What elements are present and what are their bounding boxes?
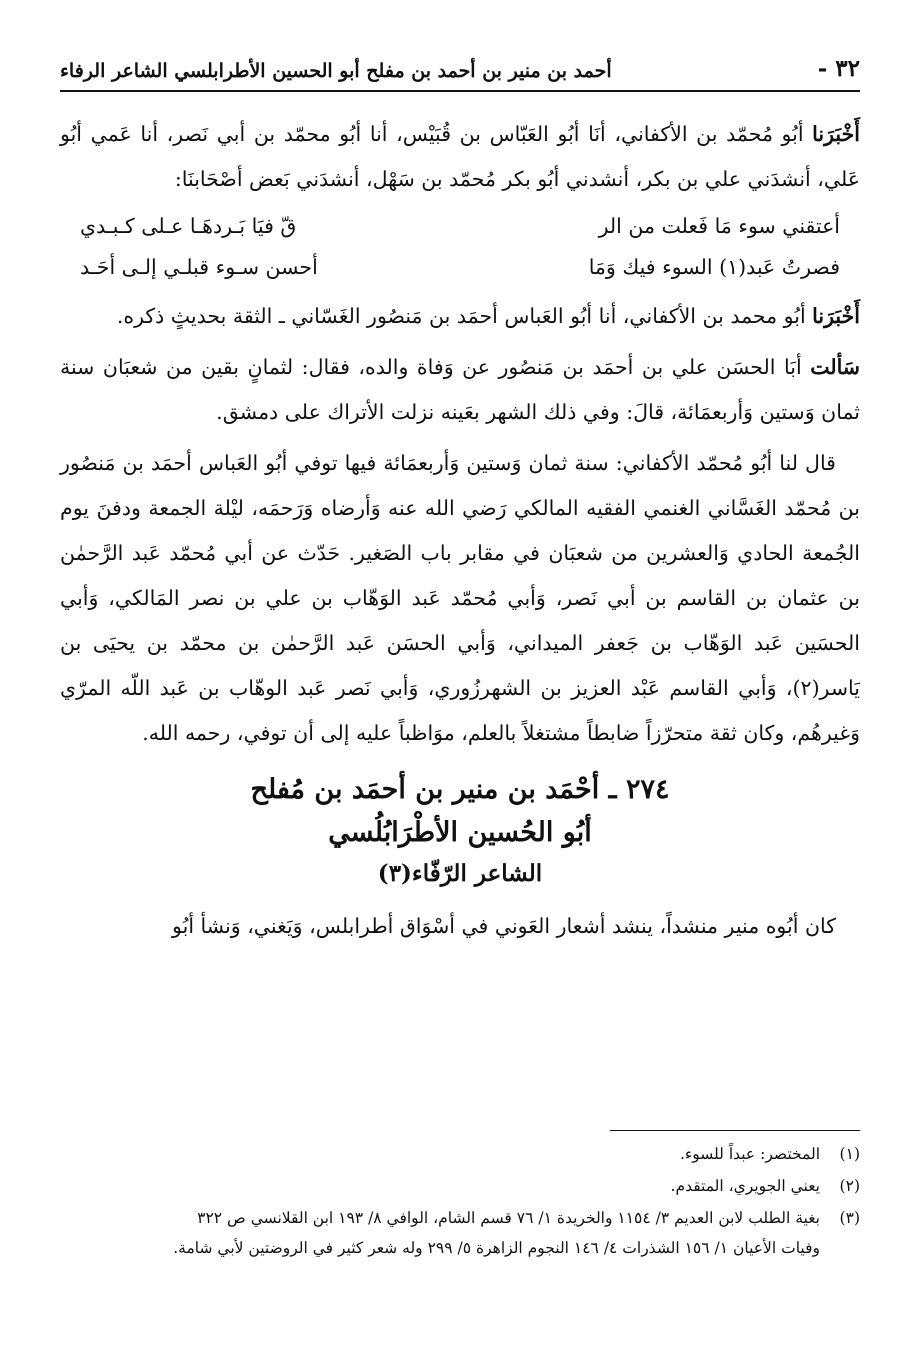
paragraph-2 (60, 294, 860, 339)
entry-heading-line-3: الشاعر الرّفّاء(٣) (377, 860, 543, 887)
paragraph-3-text: أبَا الحسَن علي بن أحمَد بن مَنصُور عن وَفاة والده، فقال: لثمانٍ بقين من شعبَان سنة ثمان وَستين وَأربعمَائة، قالَ: وفي ذلك الشهر بعَينه نزلت الأتراك على دمشق. (60, 355, 860, 424)
footnote-3 (60, 1202, 860, 1262)
page-number: ٣٢ - (817, 55, 860, 82)
paragraph-2-text: أبُو محمد بن الأكفاني، أنا أبُو العَباس أحمَد بن مَنصُور الغَسّاني ـ الثقة بحديثٍ ذكره. (116, 304, 813, 328)
paragraph-1 (60, 112, 860, 202)
paragraph-3 (60, 345, 860, 435)
entry-heading (60, 768, 860, 894)
entry-heading-line-1: ٢٧٤ ـ أحْمَد بن منير بن أحمَد بن مُفلح (250, 774, 670, 805)
verse-2-first-hemistich: فصرتُ عَبد(١) السوء فيك وَمَا (588, 255, 840, 279)
footnote-separator (610, 1130, 860, 1131)
footnote-2 (60, 1170, 860, 1202)
entry-heading-line-2: أبُو الحُسين الأطْرَابُلُسي (328, 817, 592, 848)
keyword-akhbarana-2: أَخْبَرَنا (812, 304, 860, 328)
footnotes (60, 1138, 860, 1262)
paragraph-5: كان أبُوه منير منشداً، ينشد أشعار العَوني في أسْوَاق أطرابلس، وَيَغني، وَنشأ أبُو (172, 914, 836, 938)
footnote-text-continued: وفيات الأعيان ١/ ١٥٦ الشذرات ٤/ ١٤٦ النجوم الزاهرة ٥/ ٢٩٩ وله شعر كثير في الروضتين لأبي شامة. (173, 1239, 820, 1257)
running-header (60, 52, 860, 92)
footnote-number: (١) (839, 1145, 860, 1163)
footnote-number: (٣) (839, 1209, 860, 1227)
paragraph-4: قال لنا أبُو مُحمّد الأكفاني: سنة ثمان وَستين وَأربعمَائة فيها توفي أبُو العَباس أحمَد بن مَنصُور بن مُحمّد الغَسَّاني الغنمي الفقيه المالكي رَضي الله عنه وَأرضاه وَرَحمَه، ليْلة الجمعة ودفنَ يوم الجُمعة الحادي وَالعشرين من شعبَان في مقابر باب الصَغير. حَدّث عن أبي مُحمّد عَبد الرَّحمٰن بن عثمان بن القاسم بن أبي نَصر، وَأبي مُحمّد عَبد الوَهّاب بن علي بن نصر المَالكي، وَأبي الحسَين عَبد الوَهّاب بن جَعفر الميداني، وَأبي الحسَن عَبد الرَّحمٰن بن محمّد بن يحيَى بن يَاسر(٢)، وَأبي القاسم عَبْد العزيز بن الشهرزُوري، وَأبي نَصر عَبد الوهّاب بن عَبد اللّه المرّي وَغيرهُم، وكان ثقة متحرّزاً ضابطاً مشتغلاً بالعلم، موَاظباً عليه إلى أن توفي، رحمه الله. (60, 451, 860, 745)
footnote-text: بغية الطلب لابن العديم ٣/ ١١٥٤ والخريدة ١/ ٧٦ قسم الشام، الوافي ٨/ ١٩٣ ابن القلانسي ص ٣٢٢ (197, 1209, 820, 1227)
paragraph-1-text: أبُو مُحمّد بن الأكفاني، أنَا أبُو العَبّاس بن قُبَيْس، أنا أبُو محمّد بن أبي نَصر، أنا عَمي أبُو عَلي، أنشدَني علي بن بكر، أنشدني أبُو بكر مُحمّد بن سَهْل، أنشدَني بَعض أصْحَابنَا: (60, 122, 860, 191)
verse-2-second-hemistich: أحسن سـوء قبلـي إلـى أحَـد (80, 255, 318, 279)
footnote-text: يعني الجويري، المتقدم. (670, 1177, 820, 1195)
keyword-akhbarana: أَخْبَرَنا (812, 122, 860, 146)
keyword-saalt: سَألت (810, 355, 860, 379)
poem (80, 206, 840, 288)
footnote-text: المختصر: عبداً للسوء. (679, 1145, 820, 1163)
footnote-1 (60, 1138, 860, 1170)
main-text (60, 112, 860, 949)
running-title: أحمد بن منير بن أحمد بن مفلح أبو الحسين الأطرابلسي الشاعر الرفاء (60, 60, 612, 82)
verse-1-second-hemistich: قّ فيَا بَـردهَـا عـلى كـبـدي (80, 214, 297, 238)
footnote-text-block (60, 1202, 820, 1262)
footnote-number: (٢) (839, 1177, 860, 1195)
verse-1-first-hemistich: أعتقني سوء مَا فَعلت من الر (598, 214, 840, 238)
